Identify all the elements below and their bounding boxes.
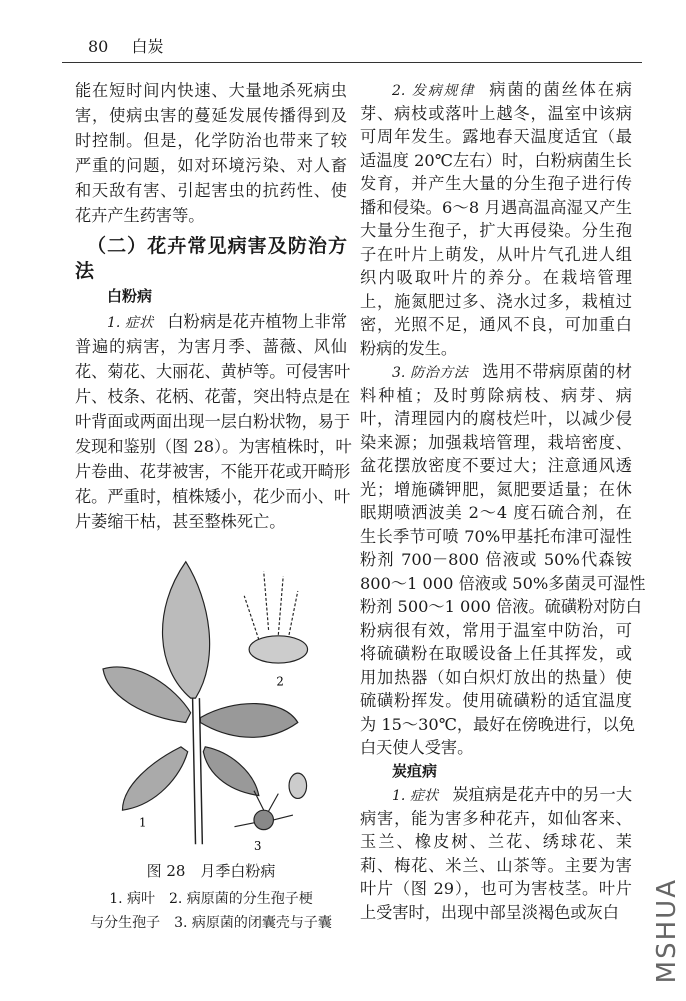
page-number: 80 (88, 37, 109, 56)
text-line: 800～1 000 倍液或 50%多菌灵可湿性 (360, 573, 646, 593)
text-line: 发育，并产生大量的分生孢子进行传 (360, 174, 632, 193)
text-line: 上，施氮肥过多、浇水过多，栽植过 (360, 291, 632, 311)
figure-powdery-mildew-illustration (95, 552, 335, 854)
paragraph-text: 白粉病是花卉植物上非常 (167, 312, 348, 331)
text-line: 将硫磺粉在取暖设备上任其挥发，或 (360, 644, 632, 663)
text-line: 光；增施磷钾肥，氮肥要适量；在休 (360, 479, 632, 499)
figure-caption-line: 与分生孢子 3. 病原菌的闭囊壳与子囊 (90, 915, 332, 931)
paragraph-label: 1. 症状 (392, 788, 439, 804)
text-line: 料种植；及时剪除病枝、病芽、病 (360, 385, 632, 405)
text-line: 播和侵染。6～8 月遇高温高湿又产生 (360, 197, 632, 217)
text-line: 硫磺粉挥发。使用硫磺粉的适宜温度 (360, 691, 632, 710)
running-title: 白炭 (131, 37, 164, 56)
text-line: 染来源；加强栽培管理，栽培密度、 (360, 432, 632, 452)
subheading-powdery-mildew: 白粉病 (107, 287, 153, 305)
text-line: 粉剂 500～1 000 倍液。硫磺粉对防白 (360, 597, 642, 616)
figure-label-2: 2 (276, 674, 284, 689)
text-line: 片、枝条、花柄、花蕾，突出特点是在 (75, 387, 351, 406)
text-line: 花。严重时，植株矮小，花少而小、叶 (75, 487, 351, 506)
figure-label-3: 3 (253, 839, 262, 854)
leaf-lower-right (203, 747, 259, 796)
text-line: 能在短时间内快速、大量地杀死病虫 (75, 81, 347, 100)
figure-label-1: 1 (139, 815, 147, 830)
running-header (88, 34, 163, 57)
watermark: MSHUA (652, 877, 682, 983)
text-line: 粉剂 700－800 倍液或 50%代森铵 (360, 550, 632, 569)
text-line: 粉病很有效，常用于温室中防治，可 (360, 620, 632, 640)
section-heading: 法 (75, 260, 95, 282)
text-line: 发现和鉴别（图 28）。为害植株时，叶 (75, 437, 352, 456)
text-line: 白天使人受害。 (360, 738, 474, 757)
figure-caption-title: 图 28 月季白粉病 (146, 862, 276, 880)
text-line: 片卷曲、花芽被害，不能开花或开畸形 (75, 462, 351, 481)
text-line: 眠期喷洒波美 2～4 度石硫合剂，在 (360, 503, 632, 522)
subheading-anthracnose: 炭疽病 (392, 761, 438, 780)
text-line: 密，光照不足，通风不良，可加重白 (360, 315, 632, 334)
text-line: 盆花摆放密度不要过大；注意通风透 (360, 456, 632, 475)
paragraph-first-line (360, 360, 632, 384)
text-line: 时控制。但是，化学防治也带来了较 (75, 131, 347, 150)
paragraph-first-line (75, 309, 347, 334)
text-line: 害，使病虫害的蔓延发展传播得到及 (75, 106, 347, 125)
paragraph-label: 2. 发病规律 (392, 83, 476, 99)
text-line: 子在叶片上萌发，从叶片气孔进人组 (360, 244, 632, 264)
figure-caption-line: 1. 病叶 2. 病原菌的分生孢子梗 (109, 891, 313, 907)
paragraph-text: 选用不带病原菌的材 (482, 362, 632, 381)
paragraph-label: 3. 防治方法 (392, 365, 469, 381)
text-line: 严重的问题，如对环境污染、对人畜 (75, 156, 347, 175)
text-line: 芽、病枝或落叶上越冬，温室中该病 (360, 103, 632, 123)
left-column (75, 78, 352, 534)
leaf-top (163, 562, 210, 698)
text-line: 片萎缩干枯，甚至整株死亡。 (75, 512, 286, 531)
text-line: 叶，清理园内的腐枝烂叶，以减少侵 (360, 409, 632, 428)
text-line: 适温度 20℃左右）时，白粉病菌生长 (360, 150, 632, 170)
text-line: 大量分生孢子，扩大再侵染。分生孢 (360, 221, 632, 240)
text-line: 玉兰、橡皮树、兰花、绣球花、茉 (360, 832, 632, 851)
text-line: 可周年发生。露地春天温度适宜（最 (360, 127, 632, 146)
text-line: 病害，能为害多种花卉，如仙客来、 (360, 808, 632, 828)
text-line: 叶背面或两面出现一层白粉状物，易于 (75, 412, 351, 431)
text-line: 为 15～30℃，最好在傍晚进行，以免 (360, 714, 635, 734)
text-line: 用加热器（如白炽灯放出的热量）使 (360, 667, 632, 687)
text-line: 莉、梅花、米兰、山茶等。主要为害 (360, 855, 632, 875)
text-line: 织内吸取叶片的养分。在栽培管理 (360, 268, 632, 287)
conidia-cluster (249, 636, 307, 663)
conidiophores (244, 571, 298, 639)
header-rule (62, 62, 642, 63)
cleistothecium (254, 810, 273, 829)
ascus (289, 773, 307, 798)
text-line: 生长季节可喷 70%甲基托布津可湿性 (360, 526, 632, 546)
paragraph-text: 炭疽病是花卉中的另一大 (452, 785, 633, 804)
text-line: 上受害时，出现中部呈淡褐色或灰白 (360, 902, 619, 922)
text-line: 花、菊花、大丽花、黄栌等。可侵害叶 (75, 362, 351, 381)
paragraph-label: 1. 症状 (107, 315, 154, 331)
text-line: 和天敌有害、引起害虫的抗药性、使 (75, 181, 347, 200)
paragraph-first-line (360, 783, 632, 807)
text-line: 叶片（图 29），也可为害枝茎。叶片 (360, 879, 632, 898)
leaf-right (200, 704, 297, 738)
section-heading: （二）花卉常见病害及防治方 (87, 235, 347, 257)
leaf-lower-left (122, 747, 187, 810)
text-line: 粉病的发生。 (360, 338, 458, 358)
text-line: 花卉产生药害等。 (75, 206, 205, 225)
text-line: 普遍的病害，为害月季、蔷薇、风仙 (75, 337, 347, 356)
right-column (360, 78, 646, 924)
paragraph-first-line (360, 78, 632, 102)
paragraph-text: 病菌的菌丝体在病 (489, 80, 632, 99)
